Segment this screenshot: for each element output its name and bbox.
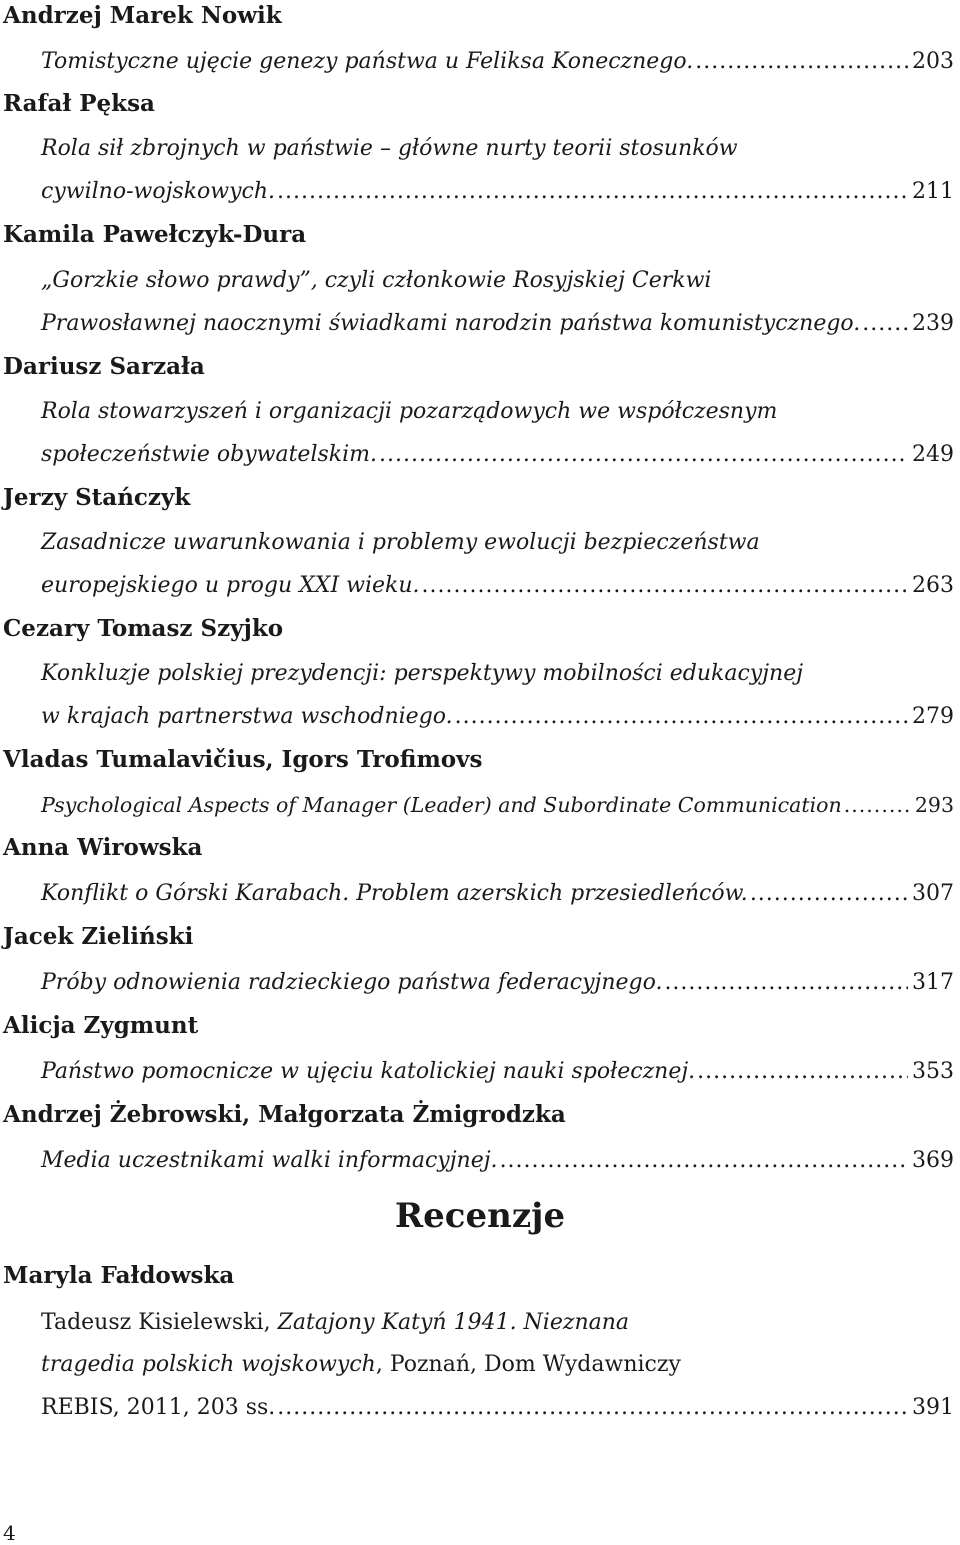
entry-author: Vladas Tumalavičius, Igors Trofimovs bbox=[3, 746, 483, 773]
entry-title-line bbox=[41, 790, 954, 820]
entry-title-text: „Gorzkie słowo prawdy”, czyli członkowie Rosyjskiej Cerkwi bbox=[41, 268, 712, 293]
section-title: Recenzje bbox=[394, 1196, 566, 1236]
entry-author: Kamila Pawełczyk-Dura bbox=[3, 221, 307, 248]
entry-author: Cezary Tomasz Szyjko bbox=[3, 615, 284, 642]
dot-leader bbox=[422, 571, 908, 601]
review-book-title: Zatajony Katyń 1941. Nieznana bbox=[277, 1310, 630, 1335]
entry-author: Anna Wirowska bbox=[3, 834, 203, 861]
entry-page-number: 353 bbox=[912, 1059, 954, 1084]
entry-title-text: Próby odnowienia radzieckiego państwa federacyjnego. bbox=[41, 970, 663, 995]
entry-author: Dariusz Sarzała bbox=[3, 353, 205, 380]
review-book-title: tragedia polskich wojskowych bbox=[41, 1352, 376, 1377]
entry-page-number: 317 bbox=[912, 970, 954, 995]
dot-leader bbox=[277, 177, 908, 207]
entry-title-text: Rola stowarzyszeń i organizacji pozarządowych we współczesnym bbox=[41, 399, 778, 424]
review-page-number: 391 bbox=[912, 1395, 954, 1420]
entry-page-number: 263 bbox=[912, 573, 954, 598]
entry-title-line bbox=[41, 702, 954, 732]
dot-leader bbox=[664, 968, 908, 998]
entry-page-number: 279 bbox=[912, 704, 954, 729]
entry-title-line bbox=[41, 266, 954, 296]
entry-title-line bbox=[41, 571, 954, 601]
entry-author: Andrzej Żebrowski, Małgorzata Żmigrodzka bbox=[3, 1101, 566, 1128]
entry-title-text: Państwo pomocnicze w ujęciu katolickiej nauki społecznej. bbox=[41, 1059, 696, 1084]
entry-title-line bbox=[41, 309, 954, 339]
entry-page-number: 211 bbox=[912, 179, 954, 204]
entry-page-number: 203 bbox=[912, 49, 954, 74]
entry-title-line bbox=[41, 397, 954, 427]
entry-title-text: w krajach partnerstwa wschodniego. bbox=[41, 704, 453, 729]
entry-title-line bbox=[41, 659, 954, 689]
entry-page-number: 293 bbox=[914, 793, 954, 817]
entry-page-number: 239 bbox=[912, 311, 954, 336]
entry-title-line bbox=[41, 440, 954, 470]
entry-title-line bbox=[41, 1057, 954, 1087]
entry-title-text: Konkluzje polskiej prezydencji: perspektywy mobilności edukacyjnej bbox=[41, 661, 804, 686]
dot-leader bbox=[844, 790, 911, 820]
entry-title-line bbox=[41, 47, 954, 77]
review-book-author: Tadeusz Kisielewski, bbox=[41, 1310, 278, 1335]
entry-title-line bbox=[41, 879, 954, 909]
entry-title-line bbox=[41, 528, 954, 558]
entry-title-text: Media uczestnikami walki informacyjnej. bbox=[41, 1148, 498, 1173]
page-number: 4 bbox=[3, 1521, 16, 1545]
entry-title-line bbox=[41, 134, 954, 164]
entry-title-text: Prawosławnej naocznymi świadkami narodzin państwa komunistycznego. bbox=[41, 311, 861, 336]
entry-title-text: cywilno-wojskowych. bbox=[41, 179, 276, 204]
review-title-text bbox=[41, 1308, 629, 1338]
dot-leader bbox=[379, 440, 908, 470]
review-title-text bbox=[41, 1350, 681, 1380]
review-title-text: REBIS, 2011, 203 ss. bbox=[41, 1395, 276, 1420]
dot-leader bbox=[500, 1146, 908, 1176]
review-title-line bbox=[41, 1308, 954, 1338]
entry-author: Rafał Pęksa bbox=[3, 90, 155, 117]
entry-title-text: europejskiego u progu XXI wieku. bbox=[41, 573, 420, 598]
entry-title-text: społeczeństwie obywatelskim. bbox=[41, 442, 377, 467]
entry-title-line bbox=[41, 1146, 954, 1176]
entry-title-text: Psychological Aspects of Manager (Leader) and Subordinate Communication bbox=[41, 793, 842, 817]
entry-title-text: Tomistyczne ujęcie genezy państwa u Feliksa Konecznego. bbox=[41, 49, 694, 74]
entry-author: Alicja Zygmunt bbox=[3, 1012, 199, 1039]
dot-leader bbox=[697, 1057, 908, 1087]
dot-leader bbox=[455, 702, 908, 732]
entry-author: Andrzej Marek Nowik bbox=[3, 2, 282, 29]
entry-page-number: 307 bbox=[912, 881, 954, 906]
entry-title-line bbox=[41, 177, 954, 207]
entry-page-number: 249 bbox=[912, 442, 954, 467]
entry-page-number: 369 bbox=[912, 1148, 954, 1173]
entry-title-text: Rola sił zbrojnych w państwie – główne nurty teorii stosunków bbox=[41, 136, 738, 161]
dot-leader bbox=[862, 309, 908, 339]
entry-title-text: Konflikt o Górski Karabach. Problem azerskich przesiedleńców. bbox=[41, 881, 748, 906]
review-title-line bbox=[41, 1393, 954, 1423]
entry-title-line bbox=[41, 968, 954, 998]
dot-leader bbox=[695, 47, 908, 77]
dot-leader bbox=[277, 1393, 908, 1423]
entry-title-text: Zasadnicze uwarunkowania i problemy ewolucji bezpieczeństwa bbox=[41, 530, 760, 555]
dot-leader bbox=[750, 879, 908, 909]
review-title-line bbox=[41, 1350, 954, 1380]
review-author: Maryla Fałdowska bbox=[3, 1262, 235, 1289]
entry-author: Jacek Zieliński bbox=[3, 923, 194, 950]
entry-author: Jerzy Stańczyk bbox=[3, 484, 191, 511]
review-publisher: , Poznań, Dom Wydawniczy bbox=[375, 1352, 681, 1377]
